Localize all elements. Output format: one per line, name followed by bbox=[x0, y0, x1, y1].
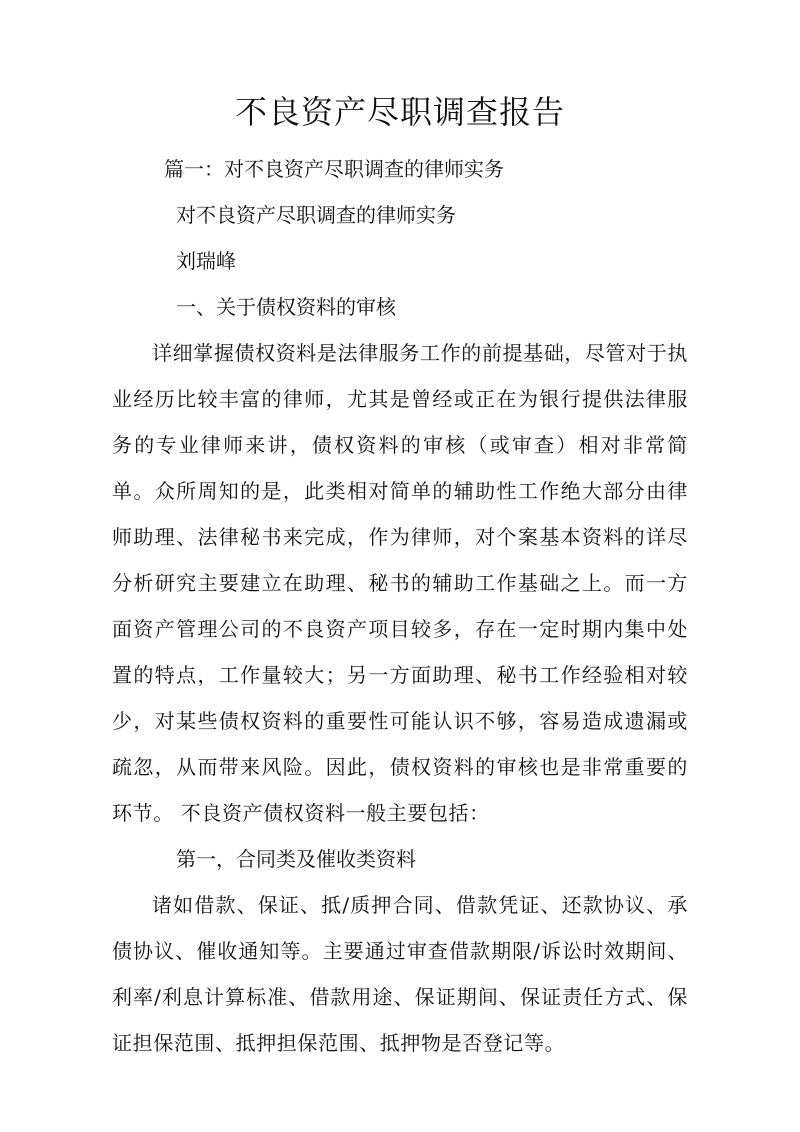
body-paragraph-1: 详细掌握债权资料是法律服务工作的前提基础，尽管对于执业经历比较丰富的律师，尤其是曾经或正在为银行提供法律服务的专业律师来讲，债权资料的审核（或审查）相对非常简单。众所周知的是，此类相对简单的辅助性工作绝大部分由律师助理、法律秘书来完成，作为律师，对个案基本资料的详尽分析研究主要建立在助理、秘书的辅助工作基础之上。而一方面资产管理公司的不良资产项目较多，存在一定时期内集中处置的特点，工作量较大；另一方面助理、秘书工作经验相对较少，对某些债权资料的重要性可能认识不够，容易造成遗漏或疏忽，从而带来风险。因此，债权资料的审核也是非常重要的环节。 不良资产债权资料一般主要包括： bbox=[112, 341, 688, 825]
body-paragraph-2: 诸如借款、保证、抵/质押合同、借款凭证、还款协议、承债协议、催收通知等。主要通过审查借款期限/诉讼时效期间、利率/利息计算标准、借款用途、保证期间、保证责任方式、保证担保范围、抵押担保范围、抵押物是否登记等。 bbox=[112, 893, 688, 1055]
subsection-heading-1: 第一，合同类及催收类资料 bbox=[176, 847, 416, 871]
article-subtitle: 对不良资产尽职调查的律师实务 bbox=[176, 203, 456, 227]
chapter-heading: 篇一：对不良资产尽职调查的律师实务 bbox=[164, 157, 504, 181]
author-name: 刘瑞峰 bbox=[176, 249, 236, 273]
document-title: 不良资产尽职调查报告 bbox=[234, 93, 565, 131]
document-page bbox=[112, 90, 688, 1066]
section-heading-1: 一、关于债权资料的审核 bbox=[176, 295, 396, 319]
